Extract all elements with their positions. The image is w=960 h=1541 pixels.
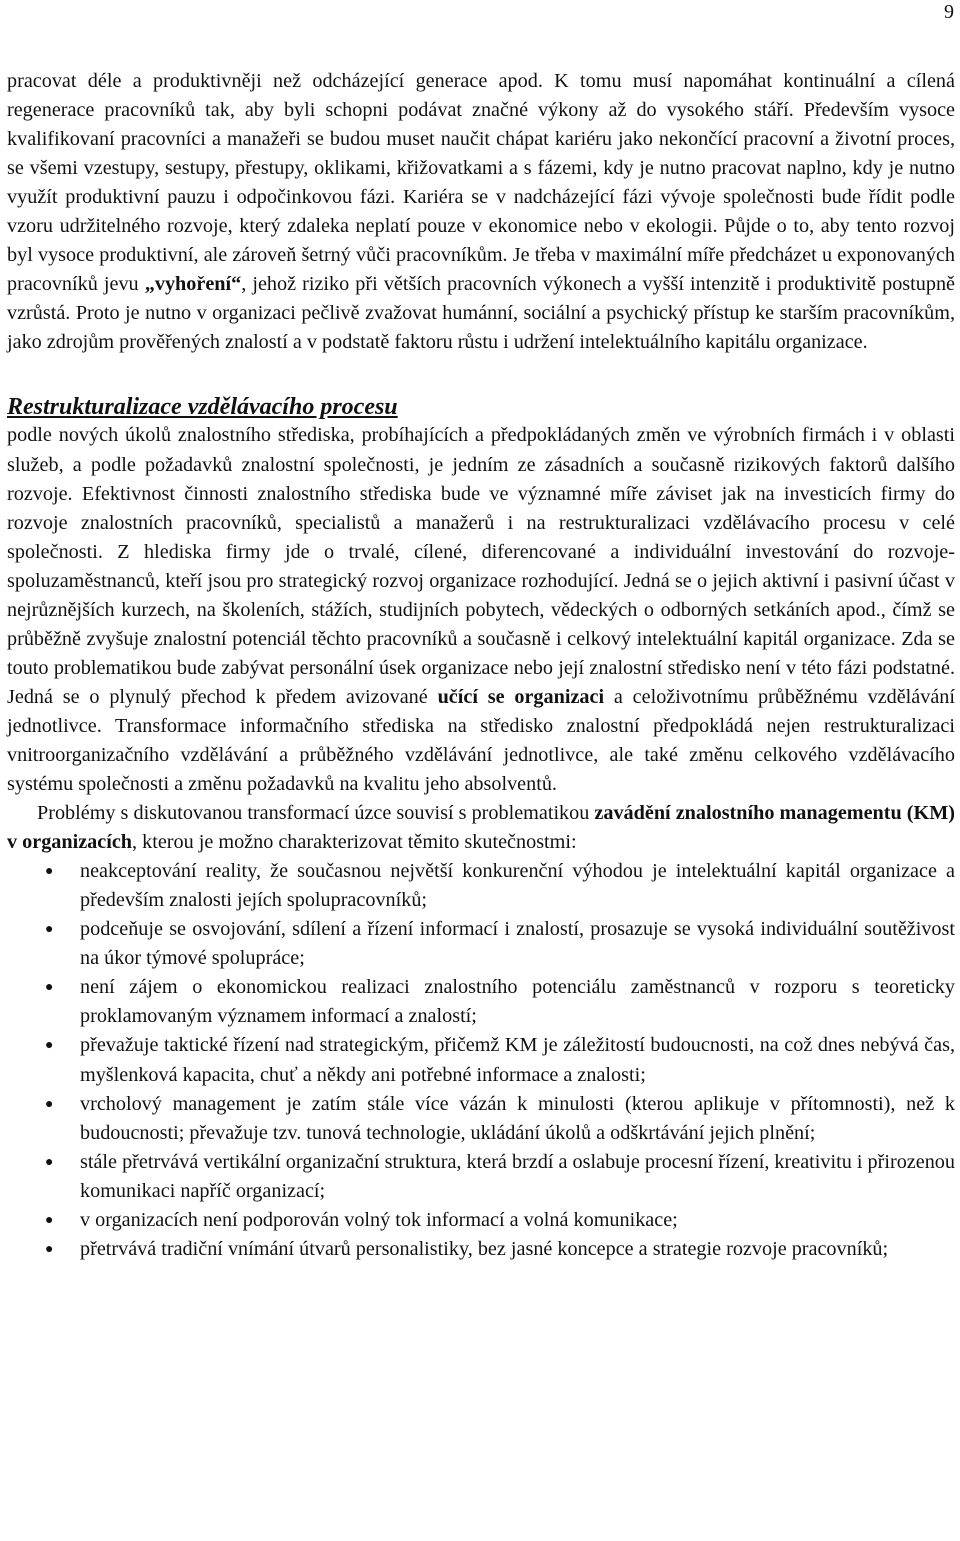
paragraph-km-text-end: , kterou je možno charakterizovat těmito skutečnostmi: — [132, 831, 577, 854]
paragraph-career-text: pracovat déle a produktivněji než odcházející generace apod. K tomu musí napomáhat kontinuální a cílená regenerace pracovníků tak, aby byli schopni podávat značné výkony až do vysokého stáří. Především vysoce kvalifikovaní pracovníci a manažeři se budou muset naučit chápat kariéru jako nekončící pracovní a životní proces, se všemi vzestupy, sestupy, přestupy, oklikami, křižovatkami a s fázemi, kdy je nutno pracovat naplno, kdy je nutno využít produktivní pauzu i odpočinkovou fázi. Kariéra se v nadcházející fázi vývoje společnosti bude řídit podle vzoru udržitelného rozvoje, který zdaleka neplatí pouze v ekonomice nebo v ekologii. Půjde o to, aby tento rozvoj byl vysoce produktivní, ale zároveň šetrný vůči pracovníkům. Je třeba v maximální míře předcházet u exponovaných pracovníků jevu — [7, 70, 955, 296]
page-number: 9 — [944, 1, 954, 23]
list-item: ● podceňuje se osvojování, sdílení a řízení informací i znalostí, prosazuje se vysoká individuální soutěživost na úkor týmové spolupráce; — [7, 915, 955, 973]
learning-organization-term: učící se organizaci — [437, 685, 605, 708]
list-item: ● převažuje taktické řízení nad strategickým, přičemž KM je záležitostí budoucnosti, na což dnes nebývá čas, myšlenková kapacita, chuť a někdy ani potřebné informace a znalosti; — [7, 1031, 955, 1089]
list-item: ● vrcholový management je zatím stále více vázán k minulosti (kterou aplikuje v přítomnosti), než k budoucnosti; převažuje tzv. tunová technologie, ukládání úkolů a odškrtávání jejich plnění; — [7, 1090, 955, 1148]
paragraph-career-text-end: , jehož riziko při větších pracovních výkonech a vyšší intenzitě i produktivitě postupně vzrůstá. Proto je nutno v organizaci pečlivě zvažovat humánní, sociální a psychický přístup ke starším pracovníkům, jako zdrojům prověřených znalostí a v podstatě faktoru růstu i udržení intelektuálního kapitálu organizace. — [7, 273, 955, 354]
km-issues-list — [7, 857, 955, 1264]
paragraph-km-text: Problémy s diskutovanou transformací úzce souvisí s problematikou — [37, 802, 595, 825]
list-item: ● neakceptování reality, že současnou největší konkurenční výhodou je intelektuální kapitál organizace a především znalosti jejích spolupracovníků; — [7, 857, 955, 915]
paragraph-restructuring — [7, 421, 955, 799]
list-item: ● není zájem o ekonomickou realizaci znalostního potenciálu zaměstnanců v rozporu s teoreticky proklamovaným významem informací a znalostí; — [7, 973, 955, 1031]
document-body — [7, 67, 955, 1264]
paragraph-km — [7, 799, 955, 857]
list-item: ● v organizacích není podporován volný tok informací a volná komunikace; — [7, 1206, 955, 1235]
list-item: ● stále přetrvává vertikální organizační struktura, která brzdí a oslabuje procesní řízení, kreativitu i přirozenou komunikaci napříč organizací; — [7, 1148, 955, 1206]
km-term: zavádění znalostního managementu (KM) v organizacích — [7, 802, 955, 854]
list-item: ● přetrvává tradiční vnímání útvarů personalistiky, bez jasné koncepce a strategie rozvoje pracovníků; — [7, 1235, 955, 1264]
paragraph-restructuring-text-end: a celoživotnímu průběžnému vzdělávání jednotlivce. Transformace informačního střediska na středisko znalostní předpokládá nejen restrukturalizaci vnitroorganizačního vzdělávání a průběžného vzdělávání jednotlivce, ale také změnu celkového vzdělávacího systému společnosti a změnu požadavků na kvalitu jeho absolventů. — [7, 685, 955, 796]
burnout-term: „vyhoření“ — [144, 273, 242, 296]
paragraph-restructuring-text: podle nových úkolů znalostního střediska, probíhajících a předpokládaných změn ve výrobních firmách i v oblasti služeb, a podle požadavků znalostní společnosti, je jedním ze zásadních a současně rizikových faktorů dalšího rozvoje. Efektivnost činnosti znalostního střediska bude ve významné míře záviset jak na investicích firmy do rozvoje znalostních pracovníků, specialistů a manažerů i na restrukturalizaci vzdělávacího procesu v celé společnosti. Z hlediska firmy jde o trvalé, cílené, diferencované a individuální investování do rozvoje- spoluzaměstnanců, kteří jsou pro strategický rozvoj organizace rozhodující. Jedná se o jejich aktivní i pasivní účast v nejrůznějších kurzech, na školeních, stážích, studijních pobytech, vědeckých o odborných setkáních apod., čímž se průběžně zvyšuje znalostní potenciál těchto pracovníků a současně i celkový intelektuální kapitál organizace. Zda se touto problematikou bude zabývat personální úsek organizace nebo její znalostní středisko není v této fázi podstatné. Jedná se o plynulý přechod k předem avizované — [7, 424, 955, 708]
paragraph-career — [7, 67, 955, 357]
section-heading: Restrukturalizace vzdělávacího procesu — [7, 394, 398, 421]
